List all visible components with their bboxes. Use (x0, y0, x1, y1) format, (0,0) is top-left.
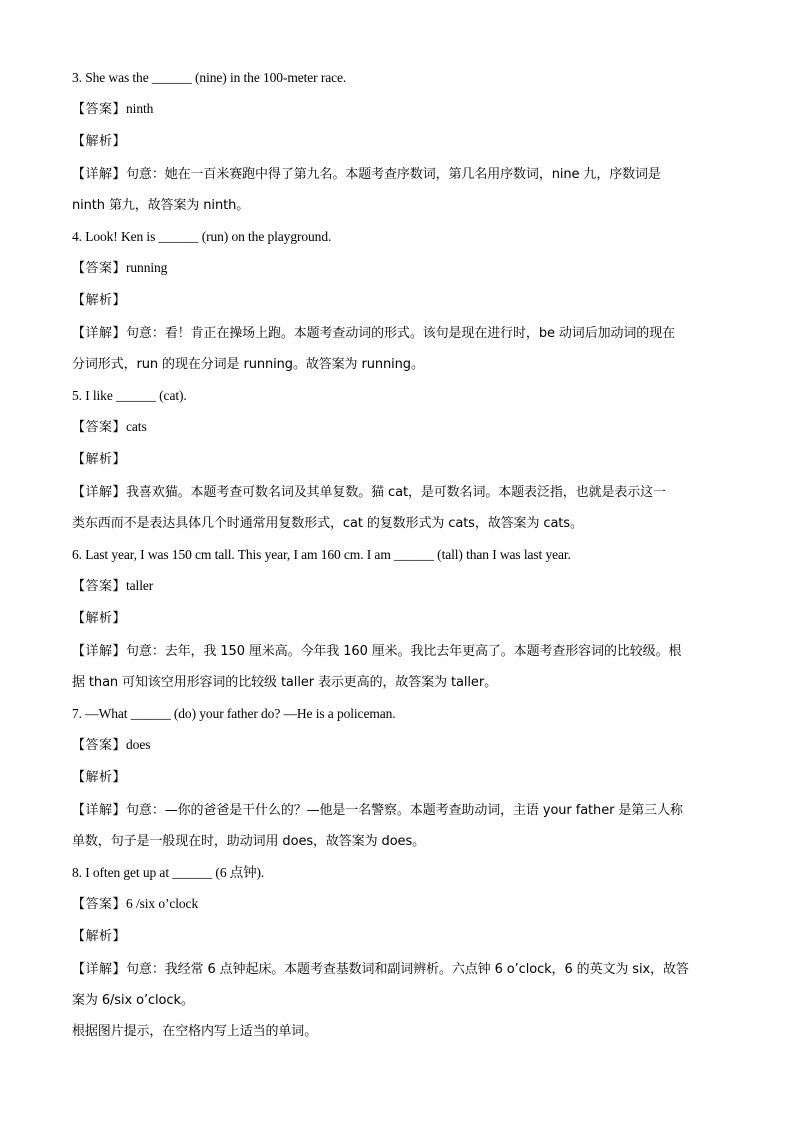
detail-line (72, 635, 734, 667)
analysis-tag: 【解析】 (72, 293, 127, 309)
detail-line (72, 953, 734, 985)
analysis-line (72, 284, 734, 316)
answer-tag: 【答案】 (72, 897, 127, 913)
detail-tag: 【详解】 (72, 961, 127, 977)
analysis-tag: 【解析】 (72, 770, 127, 786)
detail-tag: 【详解】 (72, 643, 127, 659)
question-stem: 5. I like ______ (cat). (72, 388, 187, 404)
detail-text: 句意：去年，我 150 厘米高。今年我 160 厘米。我比去年更高了。本题考查形容词的比较级。根 (126, 643, 682, 659)
detail-continuation: 案为 6/six o’clock。 (72, 992, 194, 1008)
answer-line (72, 93, 734, 125)
analysis-tag: 【解析】 (72, 611, 127, 627)
detail-line (72, 794, 734, 826)
analysis-line (72, 443, 734, 475)
detail-tag: 【详解】 (72, 484, 127, 500)
answer-line (72, 252, 734, 284)
analysis-line (72, 761, 734, 793)
detail-tag: 【详解】 (72, 802, 127, 818)
detail-tag: 【详解】 (72, 166, 127, 182)
detail-text: 句意：她在一百米赛跑中得了第九名。本题考查序数词，第几名用序数词，nine 九，序数词是 (126, 166, 661, 182)
analysis-line (72, 920, 734, 952)
analysis-tag: 【解析】 (72, 134, 127, 150)
answer-tag: 【答案】 (72, 261, 127, 277)
detail-text: 句意：我经常 6 点钟起床。本题考查基数词和副词辨析。六点钟 6 o’clock，6 的英文为 six，故答 (126, 961, 689, 977)
answer-text: 6 /six o’clock (126, 896, 199, 912)
detail-continuation: 据 than 可知该空用形容词的比较级 taller 表示更高的，故答案为 taller。 (72, 674, 497, 690)
question-stem: 8. I often get up at ______ (6 点钟). (72, 865, 265, 881)
answer-line (72, 411, 734, 443)
answer-text: cats (126, 419, 147, 435)
detail-continuation: ninth 第九，故答案为 ninth。 (72, 197, 250, 213)
answer-text: does (126, 737, 151, 753)
detail-text: 句意：看！肯正在操场上跑。本题考查动词的形式。该句是现在进行时，be 动词后加动词的现在 (126, 325, 675, 341)
question-stem: 7. —What ______ (do) your father do? —He is a policeman. (72, 706, 396, 722)
detail-line (72, 317, 734, 349)
analysis-tag: 【解析】 (72, 929, 127, 945)
answer-tag: 【答案】 (72, 420, 127, 436)
question-stem: 3. She was the ______ (nine) in the 100-meter race. (72, 70, 347, 85)
answer-line (72, 729, 734, 761)
analysis-line (72, 125, 734, 157)
answer-tag: 【答案】 (72, 579, 127, 595)
question-stem: 4. Look! Ken is ______ (run) on the playground. (72, 229, 332, 245)
analysis-tag: 【解析】 (72, 452, 127, 468)
detail-text: 我喜欢猫。本题考查可数名词及其单复数。猫 cat，是可数名词。本题表泛指，也就是表示这一 (126, 484, 666, 500)
section-instruction: 根据图片提示，在空格内写上适当的单词。 (72, 1024, 318, 1040)
question-stem: 6. Last year, I was 150 cm tall. This year, I am 160 cm. I am ______ (tall) than I was last year. (72, 547, 571, 563)
answer-text: running (126, 260, 168, 276)
answer-tag: 【答案】 (72, 738, 127, 754)
detail-continuation: 单数，句子是一般现在时，助动词用 does，故答案为 does。 (72, 833, 426, 849)
detail-tag: 【详解】 (72, 325, 127, 341)
detail-line (72, 476, 734, 508)
detail-text: 句意：—你的爸爸是干什么的？—他是一名警察。本题考查助动词，主语 your father 是第三人称 (126, 802, 683, 818)
answer-line (72, 570, 734, 602)
analysis-line (72, 602, 734, 634)
detail-line (72, 158, 734, 190)
answer-text: taller (126, 578, 154, 594)
detail-continuation: 类东西而不是表达具体几个时通常用复数形式，cat 的复数形式为 cats，故答案为 cats。 (72, 515, 583, 531)
answer-tag: 【答案】 (72, 102, 127, 118)
answer-text: ninth (126, 101, 154, 117)
detail-continuation: 分词形式，run 的现在分词是 running。故答案为 running。 (72, 356, 424, 372)
answer-line (72, 888, 734, 920)
